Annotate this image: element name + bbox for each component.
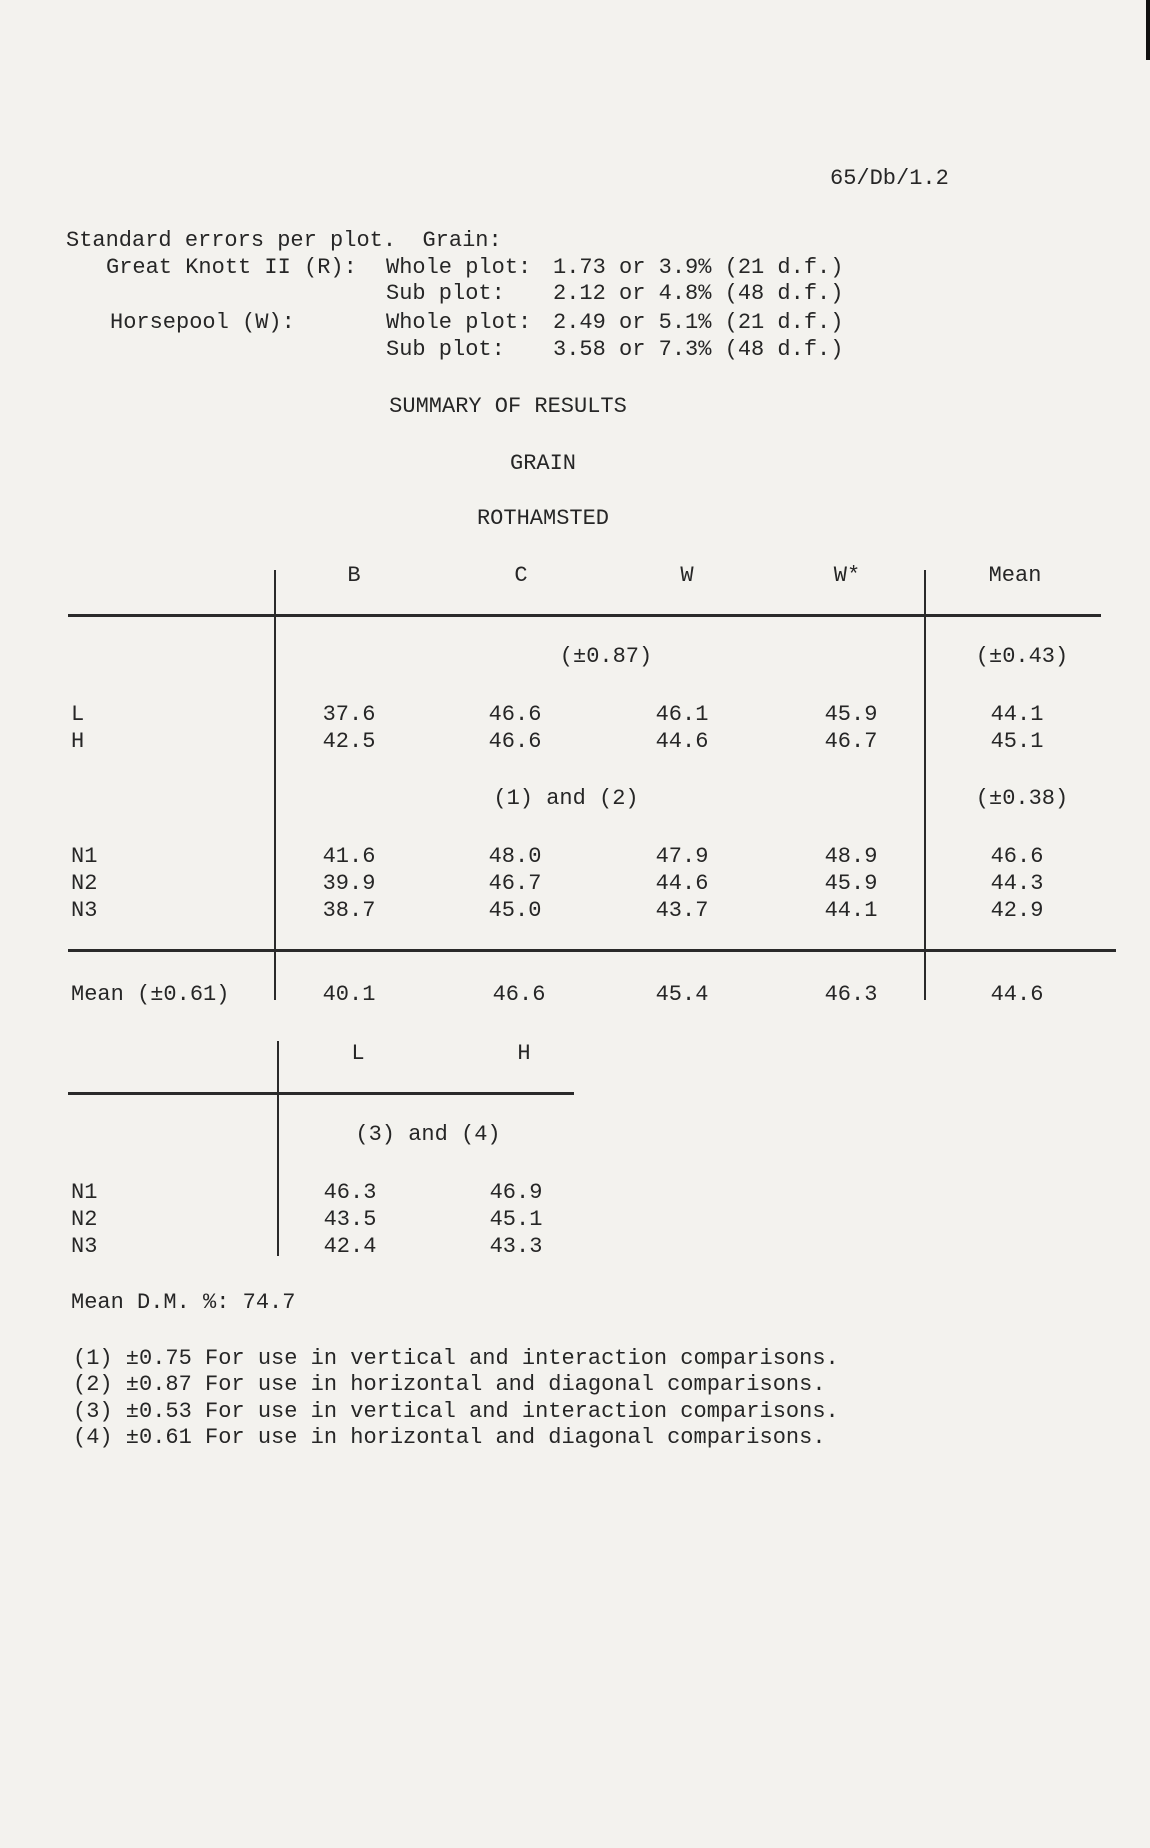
table-cell: 44.1 xyxy=(990,702,1044,727)
row-label: N2 xyxy=(71,871,98,896)
table-cell: 44.6 xyxy=(990,982,1044,1007)
table-cell: 42.4 xyxy=(323,1234,377,1259)
standard-error-note: (±0.43) xyxy=(975,644,1069,669)
table-cell: 45.0 xyxy=(488,898,542,923)
se-plot: Sub plot: xyxy=(386,337,505,362)
table-cell: 46.1 xyxy=(655,702,709,727)
mean-dry-matter: Mean D.M. %: 74.7 xyxy=(71,1290,296,1315)
table-cell: 41.6 xyxy=(322,844,376,869)
table-cell: 46.7 xyxy=(824,729,878,754)
site-title: ROTHAMSTED xyxy=(476,506,610,531)
table-cell: 45.9 xyxy=(824,702,878,727)
table-cell: 46.6 xyxy=(488,702,542,727)
standard-errors-title: Standard errors per plot. Grain: xyxy=(66,228,502,253)
standard-error-note: (±0.38) xyxy=(975,786,1069,811)
table-divider-right xyxy=(924,570,926,1000)
column-header: L xyxy=(351,1041,365,1066)
table-cell: 46.6 xyxy=(492,982,546,1007)
table-cell: 45.1 xyxy=(489,1207,543,1232)
se-site: Horsepool (W): xyxy=(110,310,295,335)
se-plot: Sub plot: xyxy=(386,281,505,306)
column-header: W xyxy=(680,563,694,588)
se-value: 2.12 or 4.8% (48 d.f.) xyxy=(553,281,844,306)
table-cell: 46.3 xyxy=(323,1180,377,1205)
mean-rule xyxy=(68,949,1116,952)
se-value: 3.58 or 7.3% (48 d.f.) xyxy=(553,337,844,362)
table-cell: 37.6 xyxy=(322,702,376,727)
table-cell: 40.1 xyxy=(322,982,376,1007)
table-cell: 42.5 xyxy=(322,729,376,754)
table-cell: 45.9 xyxy=(824,871,878,896)
column-header: W* xyxy=(833,563,861,588)
footnote: (3) ±0.53 For use in vertical and interaction comparisons. xyxy=(73,1399,839,1424)
table-cell: 44.6 xyxy=(655,871,709,896)
se-plot: Whole plot: xyxy=(386,310,532,335)
page-edge-mark xyxy=(1146,0,1150,60)
se-site: Great Knott II (R): xyxy=(106,255,357,280)
table-cell: 43.5 xyxy=(323,1207,377,1232)
header-rule xyxy=(68,1092,574,1095)
standard-error-note: (3) and (4) xyxy=(355,1122,501,1147)
table-cell: 46.6 xyxy=(990,844,1044,869)
se-value: 1.73 or 3.9% (21 d.f.) xyxy=(553,255,844,280)
document-reference: 65/Db/1.2 xyxy=(830,166,949,191)
table-cell: 38.7 xyxy=(322,898,376,923)
table-cell: 47.9 xyxy=(655,844,709,869)
grain-title: GRAIN xyxy=(509,451,577,476)
table-cell: 42.9 xyxy=(990,898,1044,923)
table-cell: 44.1 xyxy=(824,898,878,923)
table-cell: 46.7 xyxy=(488,871,542,896)
row-label: N2 xyxy=(71,1207,98,1232)
footnote: (1) ±0.75 For use in vertical and interaction comparisons. xyxy=(73,1346,839,1371)
table-cell: 48.0 xyxy=(488,844,542,869)
summary-title: SUMMARY OF RESULTS xyxy=(389,394,627,419)
table-cell: 44.3 xyxy=(990,871,1044,896)
footnote: (4) ±0.61 For use in horizontal and diagonal comparisons. xyxy=(73,1425,826,1450)
column-header: B xyxy=(347,563,361,588)
row-label: N1 xyxy=(71,1180,98,1205)
column-header: H xyxy=(517,1041,531,1066)
table-cell: 45.1 xyxy=(990,729,1044,754)
row-label: N3 xyxy=(71,898,98,923)
table-cell: 43.3 xyxy=(489,1234,543,1259)
column-header: Mean xyxy=(988,563,1042,588)
table-cell: 46.3 xyxy=(824,982,878,1007)
row-label: H xyxy=(71,729,85,754)
footnote: (2) ±0.87 For use in horizontal and diagonal comparisons. xyxy=(73,1372,826,1397)
row-label: N1 xyxy=(71,844,98,869)
table-cell: 39.9 xyxy=(322,871,376,896)
header-rule xyxy=(68,614,1101,617)
standard-error-note: (±0.87) xyxy=(559,644,653,669)
row-label: L xyxy=(71,702,85,727)
column-header: C xyxy=(514,563,528,588)
table-cell: 46.9 xyxy=(489,1180,543,1205)
mean-row-label: Mean (±0.61) xyxy=(71,982,230,1007)
row-label: N3 xyxy=(71,1234,98,1259)
table-divider-left xyxy=(277,1041,279,1256)
table-cell: 48.9 xyxy=(824,844,878,869)
table-cell: 45.4 xyxy=(655,982,709,1007)
se-value: 2.49 or 5.1% (21 d.f.) xyxy=(553,310,844,335)
table-divider-left xyxy=(274,570,276,1000)
table-cell: 44.6 xyxy=(655,729,709,754)
standard-error-note: (1) and (2) xyxy=(493,786,639,811)
table-cell: 46.6 xyxy=(488,729,542,754)
se-plot: Whole plot: xyxy=(386,255,532,280)
table-cell: 43.7 xyxy=(655,898,709,923)
